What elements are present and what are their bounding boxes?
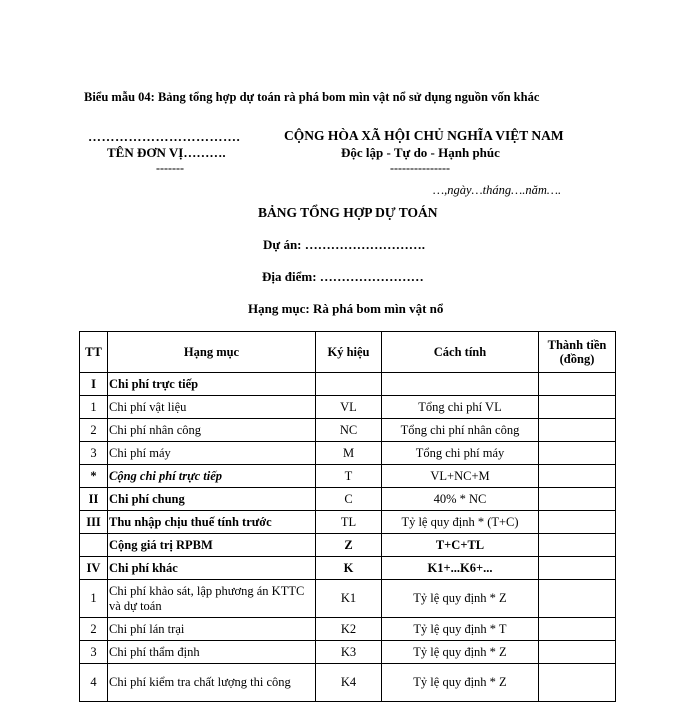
row-name: Cộng giá trị RPBM: [108, 534, 316, 557]
national-motto: Độc lập - Tự do - Hạnh phúc: [341, 145, 500, 160]
table-row: [80, 488, 616, 511]
row-symbol: VL: [316, 396, 382, 419]
row-name: Chi phí khác: [108, 557, 316, 580]
header-tt: TT: [80, 332, 108, 373]
row-calc: Tỷ lệ quy định * Z: [382, 580, 539, 618]
row-amount: [539, 580, 616, 618]
row-amount: [539, 641, 616, 664]
row-symbol: K: [316, 557, 382, 580]
table-row: [80, 534, 616, 557]
unit-name: TÊN ĐƠN VỊ……….: [107, 145, 226, 160]
table-header-row: [80, 332, 616, 373]
table-row: [80, 641, 616, 664]
category-line: Hạng mục: Rà phá bom mìn vật nổ: [248, 301, 444, 316]
row-name: Chi phí máy: [108, 442, 316, 465]
row-tt: 3: [80, 442, 108, 465]
table-row: [80, 557, 616, 580]
row-amount: [539, 488, 616, 511]
row-calc: VL+NC+M: [382, 465, 539, 488]
row-symbol: C: [316, 488, 382, 511]
project-line: Dự án: ……………………….: [263, 237, 425, 252]
row-tt: 2: [80, 618, 108, 641]
table-row: [80, 511, 616, 534]
row-amount: [539, 396, 616, 419]
row-calc: Tỷ lệ quy định * (T+C): [382, 511, 539, 534]
row-amount: [539, 419, 616, 442]
row-calc: 40% * NC: [382, 488, 539, 511]
row-calc: K1+...K6+...: [382, 557, 539, 580]
header-calc: Cách tính: [382, 332, 539, 373]
row-amount: [539, 534, 616, 557]
table-row: [80, 419, 616, 442]
row-calc: Tổng chi phí VL: [382, 396, 539, 419]
table-row: [80, 618, 616, 641]
table-row: [80, 396, 616, 419]
row-name: Chi phí lán trại: [108, 618, 316, 641]
header-amount: Thành tiền (đồng): [539, 332, 616, 373]
document-title: BẢNG TỔNG HỢP DỰ TOÁN: [258, 205, 438, 220]
row-tt: 1: [80, 580, 108, 618]
table-row: [80, 373, 616, 396]
row-amount: [539, 557, 616, 580]
unit-dots: …………………………….: [88, 129, 241, 144]
row-name: Cộng chi phí trực tiếp: [108, 465, 316, 488]
row-symbol: [316, 373, 382, 396]
row-name: Thu nhập chịu thuế tính trước: [108, 511, 316, 534]
table-row: [80, 442, 616, 465]
row-name: Chi phí thẩm định: [108, 641, 316, 664]
table-row: [80, 465, 616, 488]
row-tt: II: [80, 488, 108, 511]
row-calc: Tỷ lệ quy định * T: [382, 618, 539, 641]
table-row: [80, 664, 616, 702]
row-symbol: K4: [316, 664, 382, 702]
row-symbol: Z: [316, 534, 382, 557]
row-calc: [382, 373, 539, 396]
row-symbol: T: [316, 465, 382, 488]
row-calc: Tổng chi phí máy: [382, 442, 539, 465]
header-symbol: Ký hiệu: [316, 332, 382, 373]
row-calc: Tỷ lệ quy định * Z: [382, 641, 539, 664]
row-symbol: M: [316, 442, 382, 465]
row-tt: IV: [80, 557, 108, 580]
row-tt: [80, 534, 108, 557]
header-name: Hạng mục: [108, 332, 316, 373]
row-amount: [539, 373, 616, 396]
row-tt: *: [80, 465, 108, 488]
location-line: Địa điểm: ……………………: [262, 269, 424, 284]
row-symbol: TL: [316, 511, 382, 534]
table-row: [80, 580, 616, 618]
date-line: …,ngày…tháng….năm….: [433, 183, 562, 197]
row-tt: III: [80, 511, 108, 534]
row-symbol: NC: [316, 419, 382, 442]
row-tt: 2: [80, 419, 108, 442]
row-amount: [539, 442, 616, 465]
row-amount: [539, 618, 616, 641]
row-name: Chi phí kiểm tra chất lượng thi công: [108, 664, 316, 702]
row-name: Chi phí khảo sát, lập phương án KTTC và dự toán: [108, 580, 316, 618]
row-tt: 4: [80, 664, 108, 702]
row-tt: 1: [80, 396, 108, 419]
unit-divider: -------: [156, 161, 184, 175]
row-tt: I: [80, 373, 108, 396]
row-symbol: K2: [316, 618, 382, 641]
row-calc: Tỷ lệ quy định * Z: [382, 664, 539, 702]
estimate-table: [79, 331, 616, 702]
form-title: Biểu mẫu 04: Bảng tổng hợp dự toán rà phá bom mìn vật nổ sử dụng nguồn vốn khác: [84, 90, 540, 104]
row-name: Chi phí vật liệu: [108, 396, 316, 419]
motto-divider: ---------------: [390, 161, 450, 175]
row-tt: 3: [80, 641, 108, 664]
national-title: CỘNG HÒA XÃ HỘI CHỦ NGHĨA VIỆT NAM: [284, 128, 564, 143]
row-name: Chi phí nhân công: [108, 419, 316, 442]
row-calc: T+C+TL: [382, 534, 539, 557]
row-symbol: K1: [316, 580, 382, 618]
row-name: Chi phí trực tiếp: [108, 373, 316, 396]
row-amount: [539, 465, 616, 488]
row-name: Chi phí chung: [108, 488, 316, 511]
row-symbol: K3: [316, 641, 382, 664]
row-calc: Tổng chi phí nhân công: [382, 419, 539, 442]
row-amount: [539, 664, 616, 702]
row-amount: [539, 511, 616, 534]
